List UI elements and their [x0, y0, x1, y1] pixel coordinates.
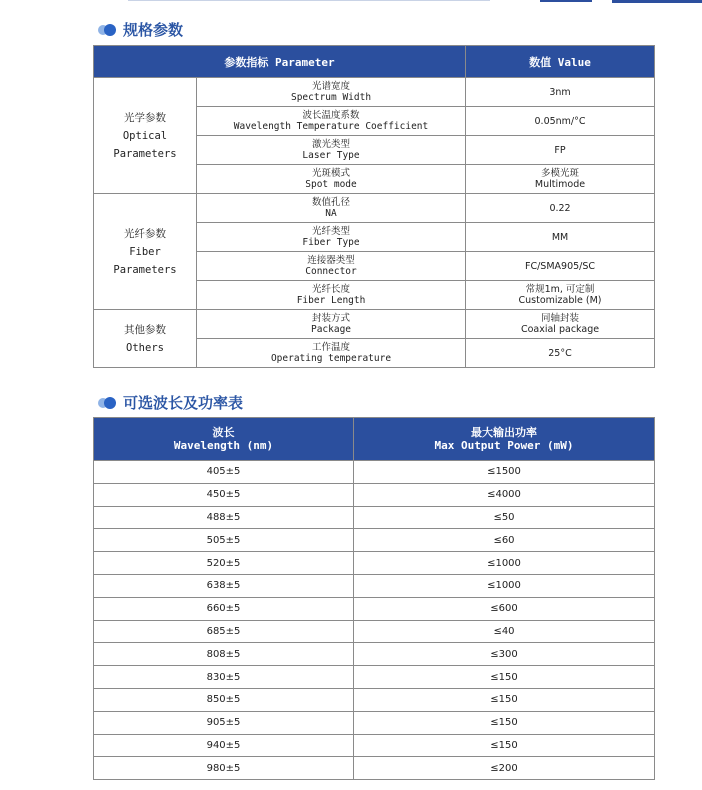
param-name-line: Laser Type: [302, 150, 360, 161]
param-group-label: Parameters: [113, 147, 177, 160]
power-cell: ≤4000: [354, 483, 655, 506]
power-cell: ≤600: [354, 597, 655, 620]
wave-row: [94, 461, 655, 484]
power-cell: ≤150: [354, 666, 655, 689]
spec-section-title-text: 规格参数: [123, 21, 184, 39]
param-group-cell: [94, 310, 197, 368]
param-group-cell: [94, 78, 197, 194]
param-name-line: Wavelength Temperature Coefficient: [233, 121, 429, 132]
wavelength-cell: 505±5: [94, 529, 354, 552]
power-cell: ≤200: [354, 757, 655, 780]
param-name-line: 波长温度系数: [302, 110, 360, 121]
param-value-line: Customizable (M): [518, 295, 602, 306]
param-name-line: Package: [310, 324, 352, 335]
param-name-line: 连接器类型: [307, 255, 355, 266]
wavelength-cell: 488±5: [94, 506, 354, 529]
param-value-line: 0.05nm/°C: [534, 115, 586, 127]
wave-row: [94, 666, 655, 689]
wave-row: [94, 574, 655, 597]
wave-row: [94, 597, 655, 620]
spec-table-header: [94, 46, 655, 78]
param-value-line: 常规1m, 可定制: [525, 284, 595, 295]
param-name-line: NA: [325, 208, 337, 219]
power-header: [354, 418, 655, 461]
param-name-line: 光纤长度: [312, 284, 351, 295]
power-cell: ≤150: [354, 688, 655, 711]
wave-row: [94, 734, 655, 757]
param-value-cell: [466, 339, 655, 368]
power-cell: ≤1000: [354, 574, 655, 597]
param-value-cell: [466, 252, 655, 281]
param-name-line: Fiber Type: [302, 237, 360, 248]
param-name-line: Connector: [305, 266, 357, 277]
wave-row: [94, 506, 655, 529]
param-value-line: 多模光斑: [541, 168, 580, 179]
wavelength-cell: 638±5: [94, 574, 354, 597]
header-accent-bar: [612, 0, 702, 3]
power-cell: ≤1000: [354, 552, 655, 575]
param-name-cell: [197, 107, 466, 136]
param-value-cell: [466, 165, 655, 194]
param-group-label: Optical: [122, 129, 168, 142]
param-value-line: MM: [551, 231, 569, 243]
wave-row: [94, 643, 655, 666]
param-value-line: 3nm: [549, 86, 571, 98]
wave-row: [94, 688, 655, 711]
bullet-dots-icon: [98, 24, 118, 36]
param-name-cell: [197, 78, 466, 107]
wavelength-header-line: Wavelength (nm): [173, 439, 274, 452]
param-value-line: 同轴封装: [541, 313, 580, 324]
power-cell: ≤150: [354, 711, 655, 734]
param-value-line: FP: [554, 144, 566, 156]
param-name-line: 光谱宽度: [312, 81, 351, 92]
param-value-line: 25°C: [548, 347, 572, 359]
param-name-line: Operating temperature: [270, 353, 392, 364]
wave-row: [94, 620, 655, 643]
param-value-line: Coaxial package: [520, 324, 600, 335]
spec-row: [94, 78, 655, 107]
param-name-line: 光纤类型: [312, 226, 351, 237]
param-name-cell: [197, 194, 466, 223]
wave-table-header: [94, 418, 655, 461]
param-name-cell: [197, 339, 466, 368]
param-group-label: 其他参数: [124, 323, 166, 336]
param-name-line: Spectrum Width: [290, 92, 372, 103]
header-accent-bar: [540, 0, 592, 2]
param-name-cell: [197, 136, 466, 165]
wavelength-header-line: 波长: [212, 426, 235, 439]
wavelength-cell: 905±5: [94, 711, 354, 734]
param-group-label: Others: [126, 341, 164, 354]
param-group-label: Parameters: [113, 263, 177, 276]
wave-row: [94, 529, 655, 552]
spec-row: [94, 310, 655, 339]
wavelength-cell: 405±5: [94, 461, 354, 484]
param-group-label: 光纤参数: [124, 227, 166, 240]
param-name-line: Spot mode: [305, 179, 357, 190]
wavelength-cell: 980±5: [94, 757, 354, 780]
param-name-line: 封装方式: [312, 313, 351, 324]
power-cell: ≤60: [354, 529, 655, 552]
wavelength-cell: 808±5: [94, 643, 354, 666]
param-value-cell: [466, 194, 655, 223]
power-cell: ≤1500: [354, 461, 655, 484]
wave-section-title-text: 可选波长及功率表: [123, 394, 244, 412]
power-cell: ≤50: [354, 506, 655, 529]
spec-table: [93, 45, 655, 368]
param-name-line: 数值孔径: [312, 197, 351, 208]
power-cell: ≤150: [354, 734, 655, 757]
param-value-line: 0.22: [549, 202, 571, 214]
param-name-cell: [197, 223, 466, 252]
param-name-line: 激光类型: [312, 139, 351, 150]
param-name-line: Fiber Length: [296, 295, 366, 306]
header-rule: [128, 0, 490, 1]
power-cell: ≤300: [354, 643, 655, 666]
wavelength-cell: 685±5: [94, 620, 354, 643]
param-name-cell: [197, 165, 466, 194]
wavelength-cell: 660±5: [94, 597, 354, 620]
wave-row: [94, 757, 655, 780]
wavelength-cell: 450±5: [94, 483, 354, 506]
wavelength-header: [94, 418, 354, 461]
param-name-cell: [197, 310, 466, 339]
wave-row: [94, 483, 655, 506]
power-header-line: 最大输出功率: [471, 426, 537, 439]
value-header: 数值 Value: [466, 46, 655, 78]
param-name-line: 工作温度: [312, 342, 351, 353]
param-name-cell: [197, 281, 466, 310]
bullet-dots-icon: [98, 397, 118, 409]
spec-section-title: [98, 19, 183, 40]
wavelength-cell: 940±5: [94, 734, 354, 757]
param-header: 参数指标 Parameter: [94, 46, 466, 78]
wavelength-power-table: [93, 417, 655, 780]
param-group-cell: [94, 194, 197, 310]
param-value-cell: [466, 223, 655, 252]
param-name-cell: [197, 252, 466, 281]
param-value-cell: [466, 78, 655, 107]
param-group-label: Fiber: [129, 245, 161, 258]
wavelength-cell: 520±5: [94, 552, 354, 575]
wavelength-cell: 830±5: [94, 666, 354, 689]
param-value-cell: [466, 281, 655, 310]
power-cell: ≤40: [354, 620, 655, 643]
param-value-line: FC/SMA905/SC: [525, 260, 596, 272]
param-name-line: 光斑模式: [312, 168, 351, 179]
power-header-line: Max Output Power (mW): [434, 439, 574, 452]
param-value-cell: [466, 107, 655, 136]
wavelength-cell: 850±5: [94, 688, 354, 711]
param-group-label: 光学参数: [124, 111, 166, 124]
wave-row: [94, 711, 655, 734]
wave-section-title: [98, 392, 243, 413]
wave-row: [94, 552, 655, 575]
param-value-cell: [466, 310, 655, 339]
param-value-line: Multimode: [534, 179, 586, 190]
spec-row: [94, 194, 655, 223]
param-value-cell: [466, 136, 655, 165]
